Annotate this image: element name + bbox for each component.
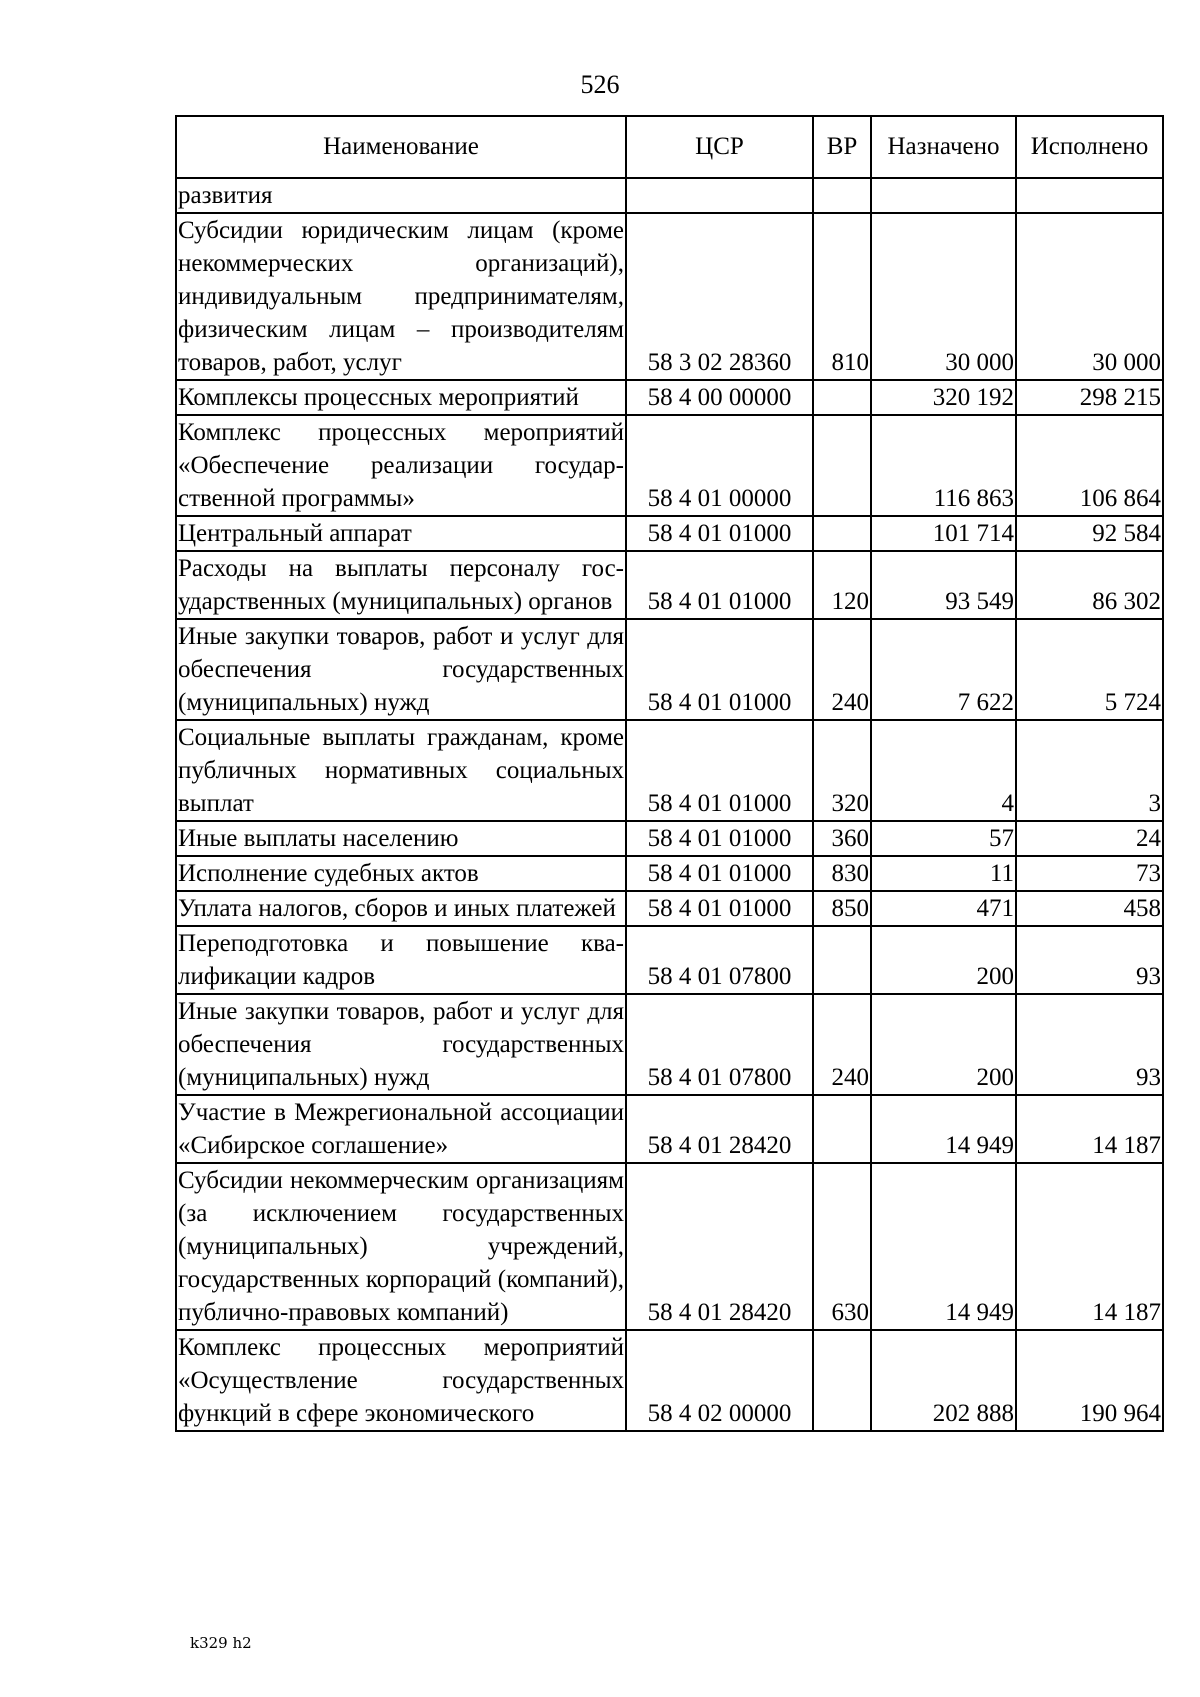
table-row	[176, 619, 1163, 720]
row-csr-cell: 58 4 01 01000	[626, 619, 813, 720]
row-csr-cell: 58 4 00 00000	[626, 380, 813, 415]
row-csr-cell: 58 4 01 28420	[626, 1163, 813, 1330]
table-row	[176, 720, 1163, 821]
row-planned-cell: 30 000	[871, 213, 1016, 380]
row-planned-cell: 202 888	[871, 1330, 1016, 1431]
header-csr: ЦСР	[626, 116, 813, 178]
row-vr-cell: 830	[813, 856, 871, 891]
row-name-cell: Комплекс процессных мероприятий «Обеспечение реализации государственной программы»	[176, 415, 626, 516]
row-name-cell: Центральный аппарат	[176, 516, 626, 551]
row-name-cell: Иные закупки товаров, работ и услуг для обеспечения государственных (муниципальных) нужд	[176, 994, 626, 1095]
row-planned-cell: 200	[871, 994, 1016, 1095]
table-row	[176, 926, 1163, 994]
row-executed-cell: 86 302	[1016, 551, 1163, 619]
row-name-cell: Участие в Межрегиональной ассоциации «Сибирское соглашение»	[176, 1095, 626, 1163]
header-executed: Исполнено	[1016, 116, 1163, 178]
row-name-cell: Субсидии некоммерческим организациям (за исключением государственных (муниципальных) учреждений, государственных корпораций (компаний), публично-правовых компаний)	[176, 1163, 626, 1330]
row-planned-cell: 101 714	[871, 516, 1016, 551]
row-vr-cell	[813, 926, 871, 994]
row-vr-cell: 240	[813, 619, 871, 720]
row-executed-cell	[1016, 178, 1163, 213]
row-csr-cell: 58 4 01 07800	[626, 926, 813, 994]
row-csr-cell: 58 4 01 07800	[626, 994, 813, 1095]
table-row	[176, 415, 1163, 516]
row-executed-cell: 24	[1016, 821, 1163, 856]
row-name-cell: развития	[176, 178, 626, 213]
row-vr-cell: 120	[813, 551, 871, 619]
row-name-cell: Уплата налогов, сборов и иных платежей	[176, 891, 626, 926]
table-row	[176, 1095, 1163, 1163]
row-vr-cell: 850	[813, 891, 871, 926]
row-executed-cell: 298 215	[1016, 380, 1163, 415]
row-planned-cell: 7 622	[871, 619, 1016, 720]
row-planned-cell: 116 863	[871, 415, 1016, 516]
row-vr-cell	[813, 1095, 871, 1163]
header-name: Наименование	[176, 116, 626, 178]
page-number: 526	[580, 70, 620, 99]
row-executed-cell: 30 000	[1016, 213, 1163, 380]
row-csr-cell: 58 4 01 01000	[626, 891, 813, 926]
table-row	[176, 178, 1163, 213]
row-name-cell: Иные закупки товаров, работ и услуг для обеспечения государственных (муниципальных) нужд	[176, 619, 626, 720]
row-csr-cell	[626, 178, 813, 213]
row-executed-cell: 106 864	[1016, 415, 1163, 516]
table-row	[176, 516, 1163, 551]
row-executed-cell: 3	[1016, 720, 1163, 821]
row-csr-cell: 58 4 02 00000	[626, 1330, 813, 1431]
row-planned-cell: 200	[871, 926, 1016, 994]
row-name-cell: Иные выплаты населению	[176, 821, 626, 856]
row-name-cell: Социальные выплаты гражданам, кроме публичных нормативных социальных выплат	[176, 720, 626, 821]
row-name-cell: Субсидии юридическим лицам (кроме некоммерческих организаций), индивидуальным предпринимателям, физическим лицам – производителям товаров, работ, услуг	[176, 213, 626, 380]
row-vr-cell	[813, 415, 871, 516]
row-vr-cell: 360	[813, 821, 871, 856]
table-row	[176, 994, 1163, 1095]
row-executed-cell: 14 187	[1016, 1163, 1163, 1330]
row-csr-cell: 58 4 01 01000	[626, 551, 813, 619]
row-executed-cell: 73	[1016, 856, 1163, 891]
row-csr-cell: 58 4 01 28420	[626, 1095, 813, 1163]
table-row	[176, 213, 1163, 380]
row-name-cell: Расходы на выплаты персоналу государственных (муниципальных) органов	[176, 551, 626, 619]
row-planned-cell: 320 192	[871, 380, 1016, 415]
row-executed-cell: 93	[1016, 994, 1163, 1095]
row-executed-cell: 458	[1016, 891, 1163, 926]
row-planned-cell: 57	[871, 821, 1016, 856]
row-name-cell: Переподготовка и повышение квалификации кадров	[176, 926, 626, 994]
table-row	[176, 380, 1163, 415]
row-vr-cell: 240	[813, 994, 871, 1095]
table-row	[176, 551, 1163, 619]
row-csr-cell: 58 4 01 01000	[626, 720, 813, 821]
row-csr-cell: 58 4 01 01000	[626, 516, 813, 551]
table-row	[176, 821, 1163, 856]
budget-table	[175, 115, 1164, 1432]
row-executed-cell: 93	[1016, 926, 1163, 994]
row-name-cell: Исполнение судебных актов	[176, 856, 626, 891]
row-planned-cell: 11	[871, 856, 1016, 891]
row-planned-cell: 14 949	[871, 1095, 1016, 1163]
table-row	[176, 1330, 1163, 1431]
row-csr-cell: 58 3 02 28360	[626, 213, 813, 380]
header-vr: ВР	[813, 116, 871, 178]
row-planned-cell: 93 549	[871, 551, 1016, 619]
row-planned-cell	[871, 178, 1016, 213]
row-vr-cell	[813, 1330, 871, 1431]
table-row	[176, 891, 1163, 926]
row-name-cell: Комплексы процессных мероприятий	[176, 380, 626, 415]
row-vr-cell	[813, 380, 871, 415]
row-csr-cell: 58 4 01 01000	[626, 856, 813, 891]
table-body	[176, 178, 1163, 1431]
row-csr-cell: 58 4 01 00000	[626, 415, 813, 516]
row-planned-cell: 471	[871, 891, 1016, 926]
row-executed-cell: 190 964	[1016, 1330, 1163, 1431]
header-planned: Назначено	[871, 116, 1016, 178]
table-row	[176, 1163, 1163, 1330]
row-executed-cell: 14 187	[1016, 1095, 1163, 1163]
row-vr-cell: 630	[813, 1163, 871, 1330]
row-executed-cell: 5 724	[1016, 619, 1163, 720]
row-vr-cell	[813, 178, 871, 213]
row-vr-cell	[813, 516, 871, 551]
row-csr-cell: 58 4 01 01000	[626, 821, 813, 856]
row-vr-cell: 320	[813, 720, 871, 821]
row-name-cell: Комплекс процессных мероприятий «Осуществление государственных функций в сфере экономического	[176, 1330, 626, 1431]
row-planned-cell: 4	[871, 720, 1016, 821]
row-planned-cell: 14 949	[871, 1163, 1016, 1330]
table-row	[176, 856, 1163, 891]
footer-code: k329 h2	[190, 1634, 252, 1652]
row-vr-cell: 810	[813, 213, 871, 380]
table-header-row	[176, 116, 1163, 178]
row-executed-cell: 92 584	[1016, 516, 1163, 551]
